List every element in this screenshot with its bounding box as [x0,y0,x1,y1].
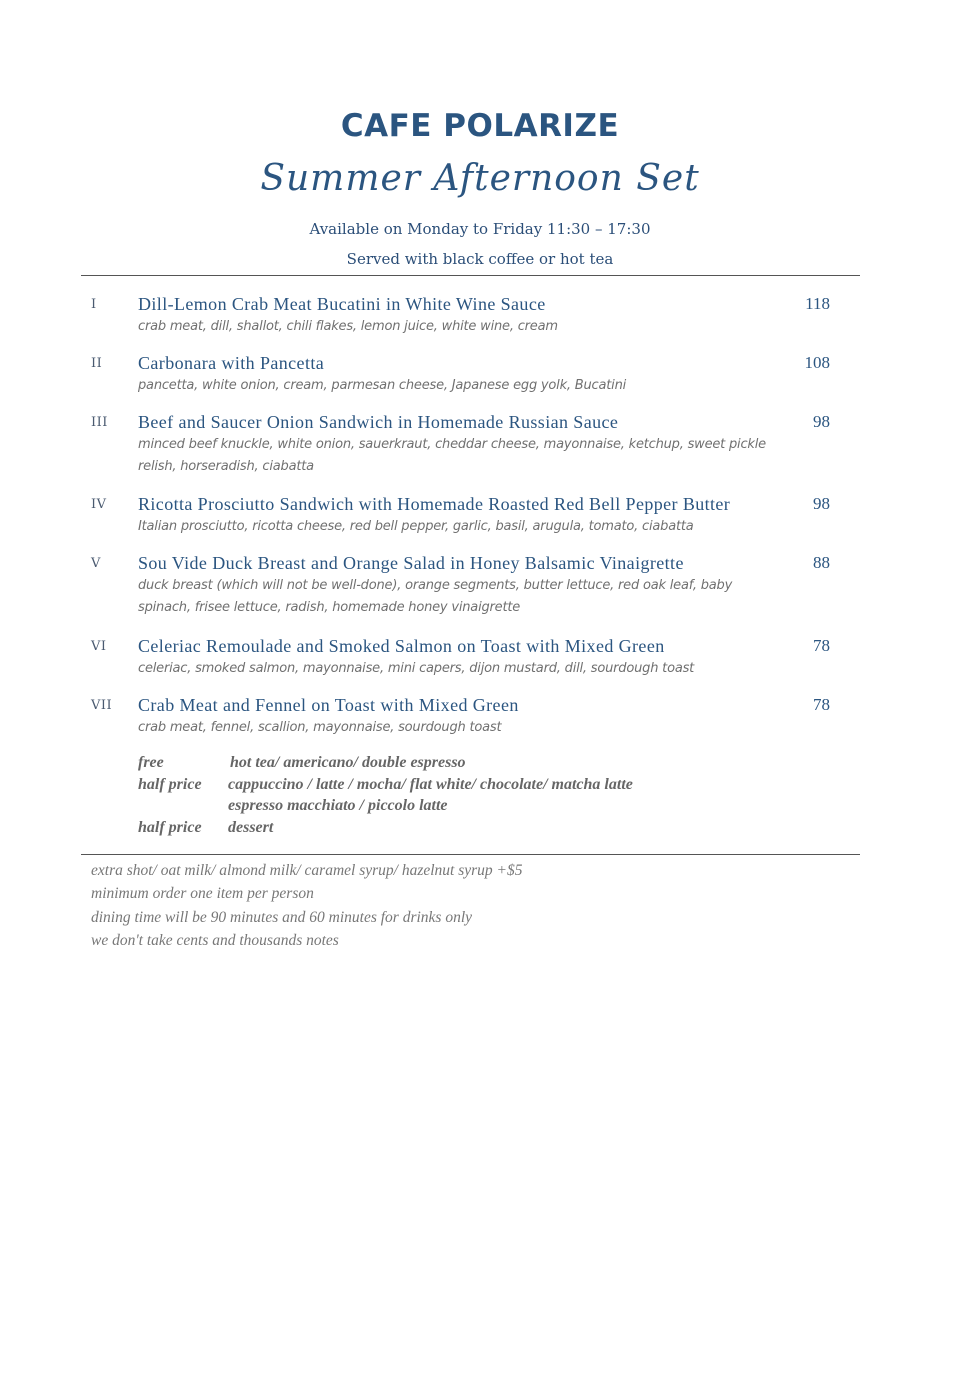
item-description: duck breast (which will not be well-done), orange segments, butter lettuce, red oak leaf, baby spinach, frisee lettuce, radish, homemade honey vinaigrette [138,578,733,615]
drinks-row-text: dessert [228,818,274,836]
item-name: Crab Meat and Fennel on Toast with Mixed Green [138,695,519,715]
item-number: I [91,297,97,312]
note-line: extra shot/ oat milk/ almond milk/ caramel syrup/ hazelnut syrup +$5 [91,862,523,879]
footer-notes [91,859,523,952]
drinks-row-text: hot tea/ americano/ double espresso [230,754,466,771]
item-name: Carbonara with Pancetta [138,353,325,373]
item-name: Dill-Lemon Crab Meat Bucatini in White Wine Sauce [138,294,546,314]
item-price: 98 [813,494,830,513]
item-description: crab meat, fennel, scallion, mayonnaise, sourdough toast [138,720,502,735]
cafe-brand-title: CAFE POLARIZE [340,108,620,144]
item-price: 78 [813,695,830,714]
drinks-row-label: half price [138,818,202,836]
item-description: celeriac, smoked salmon, mayonnaise, mini capers, dijon mustard, dill, sourdough toast [138,661,695,676]
item-name: Beef and Saucer Onion Sandwich in Homemade Russian Sauce [138,412,619,432]
item-description: crab meat, dill, shallot, chili flakes, lemon juice, white wine, cream [138,319,558,334]
item-number: III [91,415,108,430]
item-price: 108 [804,353,830,372]
item-name: Sou Vide Duck Breast and Orange Salad in Honey Balsamic Vinaigrette [138,553,684,573]
item-number: V [91,556,101,571]
item-name: Ricotta Prosciutto Sandwich with Homemade Roasted Red Bell Pepper Butter [138,494,731,514]
item-number: II [91,356,103,371]
bottom-divider [81,854,860,855]
availability-text: Available on Monday to Friday 11:30 – 17:30 [309,220,651,238]
set-title-script: Summer Afternoon Set [260,158,700,199]
item-number: IV [91,497,107,512]
item-description: pancetta, white onion, cream, parmesan cheese, Japanese egg yolk, Bucatini [138,378,627,393]
note-line: we don't take cents and thousands notes [91,931,339,949]
note-line: dining time will be 90 minutes and 60 minutes for drinks only [91,908,473,926]
top-divider [81,275,860,276]
drinks-row-text: cappuccino / latte / mocha/ flat white/ chocolate/ matcha latte [228,775,633,793]
item-description: Italian prosciutto, ricotta cheese, red bell pepper, garlic, basil, arugula, tomato, ciabatta [138,519,694,534]
item-number: VI [91,639,107,654]
item-description: minced beef knuckle, white onion, sauerkraut, cheddar cheese, mayonnaise, ketchup, sweet pickle relish, horseradish, ciabatta [138,437,766,474]
drinks-row-label: free [138,754,164,771]
item-price: 98 [813,412,830,431]
item-price: 78 [813,636,830,655]
drinks-row-text: espresso macchiato / piccolo latte [228,797,448,814]
item-name: Celeriac Remoulade and Smoked Salmon on Toast with Mixed Green [138,636,665,656]
note-line: minimum order one item per person [91,885,314,903]
served-with-text: Served with black coffee or hot tea [346,250,614,268]
item-price: 88 [813,553,830,572]
drinks-row-label: half price [138,775,202,793]
item-price: 118 [805,294,830,313]
item-number: VII [91,698,113,713]
